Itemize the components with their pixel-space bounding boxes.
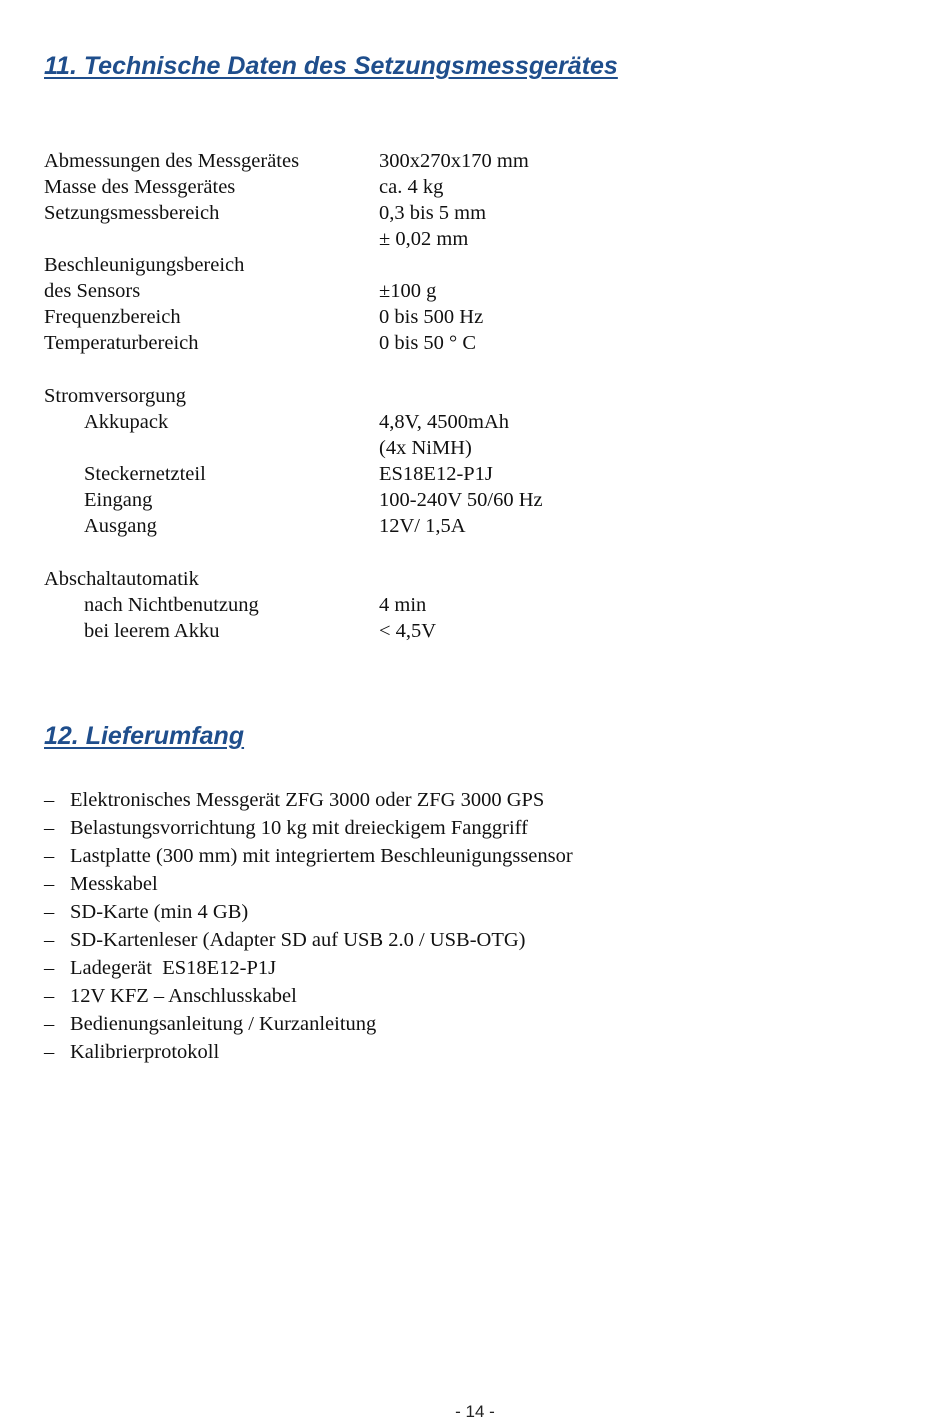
spec-label: Frequenzbereich	[44, 306, 181, 328]
dash-bullet: –	[44, 789, 55, 811]
list-item	[44, 926, 573, 954]
dash-bullet: –	[44, 957, 55, 979]
spec-label: Ausgang	[84, 515, 157, 537]
list-item-text: Lastplatte (300 mm) mit integriertem Beschleunigungssensor	[70, 845, 573, 867]
list-item	[44, 786, 573, 814]
spec-label: Masse des Messgerätes	[44, 176, 236, 198]
spec-label: Temperaturbereich	[44, 332, 199, 354]
spec-value: 100-240V 50/60 Hz	[379, 489, 543, 511]
dash-bullet: –	[44, 873, 55, 895]
list-item-text: 12V KFZ – Anschlusskabel	[70, 985, 297, 1007]
dash-bullet: –	[44, 845, 55, 867]
list-item-text: Elektronisches Messgerät ZFG 3000 oder ZFG 3000 GPS	[70, 789, 545, 811]
spec-label: Abmessungen des Messgerätes	[44, 150, 300, 172]
list-item	[44, 1010, 573, 1038]
section-12-heading: 12. Lieferumfang	[44, 722, 245, 750]
spec-value: ES18E12-P1J	[379, 463, 493, 485]
list-item-text: SD-Karte (min 4 GB)	[70, 901, 249, 923]
list-item	[44, 814, 573, 842]
list-item	[44, 954, 573, 982]
dash-bullet: –	[44, 817, 55, 839]
list-item-text: Belastungsvorrichtung 10 kg mit dreieckigem Fanggriff	[70, 817, 528, 839]
spec-group-label: Stromversorgung	[44, 385, 186, 407]
spec-value: < 4,5V	[379, 620, 437, 642]
section-11-heading: 11. Technische Daten des Setzungsmessgerätes	[44, 52, 618, 80]
spec-label: Setzungsmessbereich	[44, 202, 220, 224]
page-number: - 14 -	[455, 1402, 495, 1421]
spec-value: 300x270x170 mm	[379, 150, 529, 172]
list-item-text: Bedienungsanleitung / Kurzanleitung	[70, 1013, 377, 1035]
spec-value: 0,3 bis 5 mm	[379, 202, 487, 224]
spec-value: 12V/ 1,5A	[379, 515, 466, 537]
spec-label: bei leerem Akku	[84, 620, 220, 642]
dash-bullet: –	[44, 901, 55, 923]
dash-bullet: –	[44, 1013, 55, 1035]
list-item-text: Kalibrierprotokoll	[70, 1041, 220, 1063]
dash-bullet: –	[44, 929, 55, 951]
spec-value: 4 min	[379, 594, 427, 616]
spec-label: Eingang	[84, 489, 153, 511]
list-item	[44, 982, 573, 1010]
delivery-scope-list	[44, 786, 573, 1066]
spec-value: ± 0,02 mm	[379, 228, 469, 250]
spec-label: des Sensors	[44, 280, 141, 302]
spec-value: ca. 4 kg	[379, 176, 444, 198]
spec-group-label: Abschaltautomatik	[44, 568, 199, 590]
dash-bullet: –	[44, 1041, 55, 1063]
spec-label: Akkupack	[84, 411, 169, 433]
list-item-text: Ladegerät ES18E12-P1J	[70, 957, 277, 979]
list-item	[44, 870, 573, 898]
spec-label: Steckernetzteil	[84, 463, 206, 485]
dash-bullet: –	[44, 985, 55, 1007]
list-item	[44, 1038, 573, 1066]
list-item	[44, 898, 573, 926]
spec-label: nach Nichtbenutzung	[84, 594, 259, 616]
spec-value: ±100 g	[379, 280, 437, 302]
list-item-text: Messkabel	[70, 873, 158, 895]
list-item	[44, 842, 573, 870]
spec-value: 0 bis 500 Hz	[379, 306, 484, 328]
list-item-text: SD-Kartenleser (Adapter SD auf USB 2.0 / USB-OTG)	[70, 929, 526, 951]
spec-value: 4,8V, 4500mAh	[379, 411, 510, 433]
spec-value: 0 bis 50 ° C	[379, 332, 477, 354]
spec-label: Beschleunigungsbereich	[44, 254, 245, 276]
spec-value: (4x NiMH)	[379, 437, 472, 459]
